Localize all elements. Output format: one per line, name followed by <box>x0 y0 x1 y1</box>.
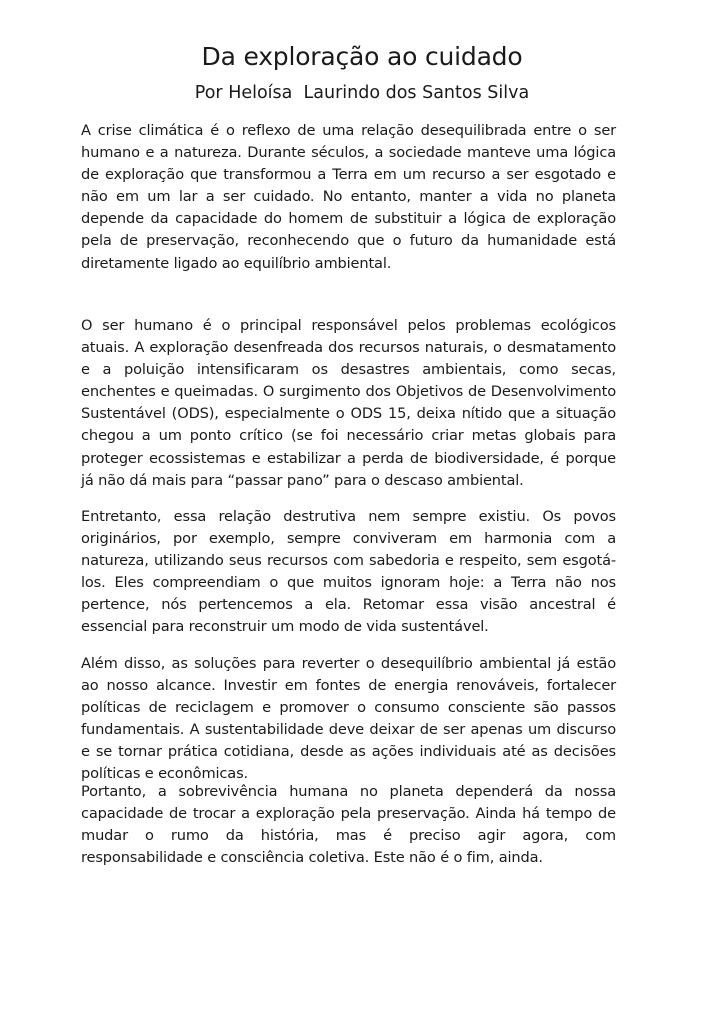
paragraph-development-2: Entretanto, essa relação destrutiva nem sempre existiu. Os povos originários, por exemplo, sempre conviveram em harmonia com a natureza, utilizando seus recursos com sabedoria e respeito, sem esgotá-los. Eles compreendiam o que muitos ignoram hoje: a Terra não nos pertence, nós pertencemos a ela. Retomar essa visão ancestral é essencial para reconstruir um modo de vida sustentável. <box>81 508 616 636</box>
document-title: Da exploração ao cuidado <box>201 42 523 71</box>
paragraph-introduction: A crise climática é o reflexo de uma relação desequilibrada entre o ser humano e a natureza. Durante séculos, a sociedade manteve uma lógica de exploração que transformou a Terra em um recurso a ser esgotado e não em um lar a ser cuidado. No entanto, manter a vida no planeta depende da capacidade do homem de substituir a lógica de exploração pela de preservação, reconhecendo que o futuro da humanidade está diretamente ligado ao equilíbrio ambiental. <box>81 122 616 272</box>
paragraph-development-1: O ser humano é o principal responsável pelos problemas ecológicos atuais. A exploração desenfreada dos recursos naturais, o desmatamento e a poluição intensificaram os desastres ambientais, como secas, enchentes e queimadas. O surgimento dos Objetivos de Desenvolvimento Sustentável (ODS), especialmente o ODS 15, deixa nítido que a situação chegou a um ponto crítico (se foi necessário criar metas globais para proteger ecossistemas e estabilizar a perda de biodiversidade, é porque já não dá mais para “passar pano” para o descaso ambiental. <box>81 317 616 489</box>
paragraph-development-3: Além disso, as soluções para reverter o desequilíbrio ambiental já estão ao nosso alcance. Investir em fontes de energia renováveis, fortalecer políticas de reciclagem e promover o consumo consciente são passos fundamentais. A sustentabilidade deve deixar de ser apenas um discurso e se tornar prática cotidiana, desde as ações individuais até as decisões políticas e econômicas. <box>81 655 616 783</box>
paragraph-conclusion: Portanto, a sobrevivência humana no planeta dependerá da nossa capacidade de trocar a exploração pela preservação. Ainda há tempo de mudar o rumo da história, mas é preciso agir agora, com responsabilidade e consciência coletiva. Este não é o fim, ainda. <box>81 783 616 867</box>
author-byline: Por Heloísa Laurindo dos Santos Silva <box>194 83 530 103</box>
